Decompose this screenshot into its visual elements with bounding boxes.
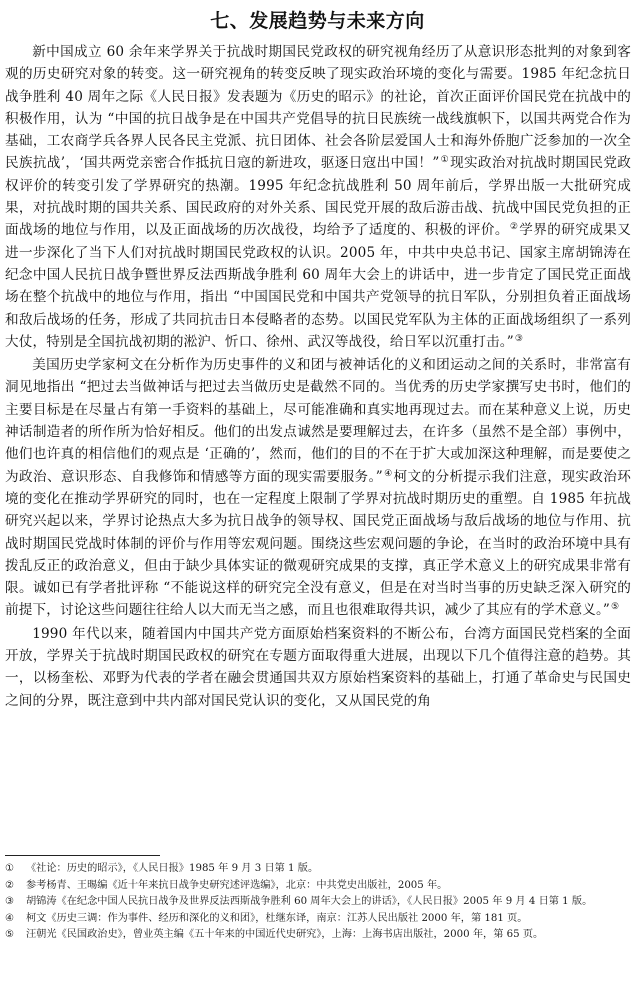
paragraph-2-text-1: 美国历史学家柯文在分析作为历史事件的义和团与被神话化的义和团运动之间的关系时，非常富有洞见地指出 “把过去当做神话与把过去当做历史是截然不同的。当优秀的历史学家撰写史书时，他们的主要目标是在尽量占有第一手资料的基础上，尽可能准确和真实地再现过去。而在某种意义上说，历史神话制造者的所作所为恰好相反。他们的出发点诚然是要理解过去，在许多（虽然不是全部）事例中，他们也许真的相信他们的观点是 ‘正确的’，然而，他们的目的不在于扩大或加深这种理解，而是要使之为政治、意识形态、自我修饰和情感等方面的现实需要服务。” <box>5 357 631 485</box>
paragraph-3-text: 1990 年代以来，随着国内中国共产党方面原始档案资料的不断公布，台湾方面国民党档案的全面开放，学界关于抗战时期国民政权的研究在专题方面取得重大进展，出现以下几个值得注意的趋势。其一，以杨奎松、邓野为代表的学者在融会贯通国共双方原始档案资料的基础上，打通了革命史与民国史之间的分界，既注意到中共内部对国民党认识的变化，又从国民党的角 <box>5 625 631 709</box>
paragraph-1-text-1: 新中国成立 60 余年来学界关于抗战时期国民党政权的研究视角经历了从意识形态批判的对象到客观的历史研究对象的转变。这一研究视角的转变反映了现实政治环境的变化与需要。1985 年纪念抗日战争胜利 40 周年之际《人民日报》发表题为《历史的昭示》的社论，首次正面评价国民党在抗战中的积极作用，认为 “中国的抗日战争是在中国共产党倡导的抗日民族统一战线旗帜下，以国共两党合作为基础，工农商学兵各界人民各民主党派、抗日团体、社会各阶层爱国人士和海外侨胞广泛参加的一次全民族抗战’，‘国共两党亲密合作抵抗日寇的新进攻，驱逐日寇出中国！” <box>5 44 631 172</box>
paragraph-1-text-2: 现实政治对抗战时期国民党政权评价的转变引发了学界研究的热潮。1995 年纪念抗战胜利 50 周年前后，学界出版一大批研究成果，对抗战时期的国共关系、国民政府的对外关系、国民党开展的敌后游击战、抗战中国民党负担的正面战场的地位与作用，以及正面战场的历次战役，均给予了适度的、积极的评价。 <box>5 155 632 239</box>
paragraph-1 <box>5 41 631 353</box>
footnote-5 <box>5 927 631 944</box>
body-text <box>5 41 631 713</box>
footnote-mark: ② <box>5 879 15 891</box>
footnote-1 <box>5 861 631 878</box>
paragraph-1-text-3: 学界的研究成果又进一步深化了当下人们对抗战时期国民党政权的认识。2005 年，中共中央总书记、国家主席胡锦涛在纪念中国人民抗日战争暨世界反法西斯战争胜利 60 周年大会上的讲话中，进一步肯定了国民党正面战场在整个抗战中的地位与作用，指出 “中国国民党和中国共产党领导的抗日军队，分别担负着正面战场和敌后战场的任务，形成了共同抗击日本侵略者的态势。以国民党军队为主体的正面战场组织了一系列大仗，特别是全国抗战初期的淞沪、忻口、徐州、武汉等战役，给日军以沉重打击。” <box>5 222 632 350</box>
footnote-ref-1: ① <box>440 155 450 166</box>
footnotes <box>5 861 631 944</box>
footnote-mark: ⑤ <box>5 929 15 941</box>
footnote-mark: ④ <box>5 912 15 924</box>
paragraph-2-text-2: 柯文的分析提示我们注意，现实政治环境的变化在推动学界研究的同时，也在一定程度上限制了学界对抗战时期历史的重塑。自 1985 年抗战研究兴起以来，学界讨论热点大多为抗日战争的领导权、国民党正面战场与敌后战场的地位与作用、抗战时期国民党战时体制的评价与作用等宏观问题。围绕这些宏观问题的争论，在当时的政治环境中具有拨乱反正的政治意义，但由于缺少具体实证的微观研究成果的支撑，真正学术意义上的研究成果非常有限。诚如已有学者批评称 “不能说这样的研究完全没有意义，但是在对当时当事的历史缺乏深入研究的前提下，讨论这些问题往往给人以大而无当之感，而且也很难取得共识，减少了其应有的学术意义。” <box>5 468 631 619</box>
footnote-4 <box>5 911 631 928</box>
footnote-3 <box>5 894 631 911</box>
footnote-mark: ① <box>5 863 15 874</box>
footnote-mark: ③ <box>5 896 15 908</box>
footnote-text: 柯文《历史三调：作为事件、经历和深化的义和团》，杜继东译，南京：江苏人民出版社 2000 年，第 181 页。 <box>26 912 528 924</box>
footnote-2 <box>5 878 631 895</box>
section-heading: 七、发展趋势与未来方向 <box>210 10 425 32</box>
footnote-text: 汪朝光《民国政治史》，曾业英主编《五十年来的中国近代史研究》，上海：上海书店出版社，2000 年，第 65 页。 <box>26 929 544 941</box>
paragraph-2 <box>5 354 631 622</box>
footnote-text: 《社论：历史的昭示》，《人民日报》1985 年 9 月 3 日第 1 版。 <box>26 863 319 874</box>
footnote-ref-4: ④ <box>383 468 393 479</box>
paragraph-3 <box>5 623 631 712</box>
footnote-ref-3: ③ <box>514 333 524 344</box>
footnote-ref-5: ⑤ <box>611 602 620 613</box>
footnote-text: 参考杨青、王晹编《近十年来抗日战争史研究述评选编》，北京：中共党史出版社，2005 年。 <box>26 879 448 891</box>
footnote-ref-2: ② <box>509 222 519 233</box>
footnote-divider <box>5 855 160 856</box>
footnote-text: 胡锦涛《在纪念中国人民抗日战争及世界反法西斯战争胜利 60 周年大会上的讲话》，《人民日报》2005 年 9 月 4 日第 1 版。 <box>26 896 593 908</box>
